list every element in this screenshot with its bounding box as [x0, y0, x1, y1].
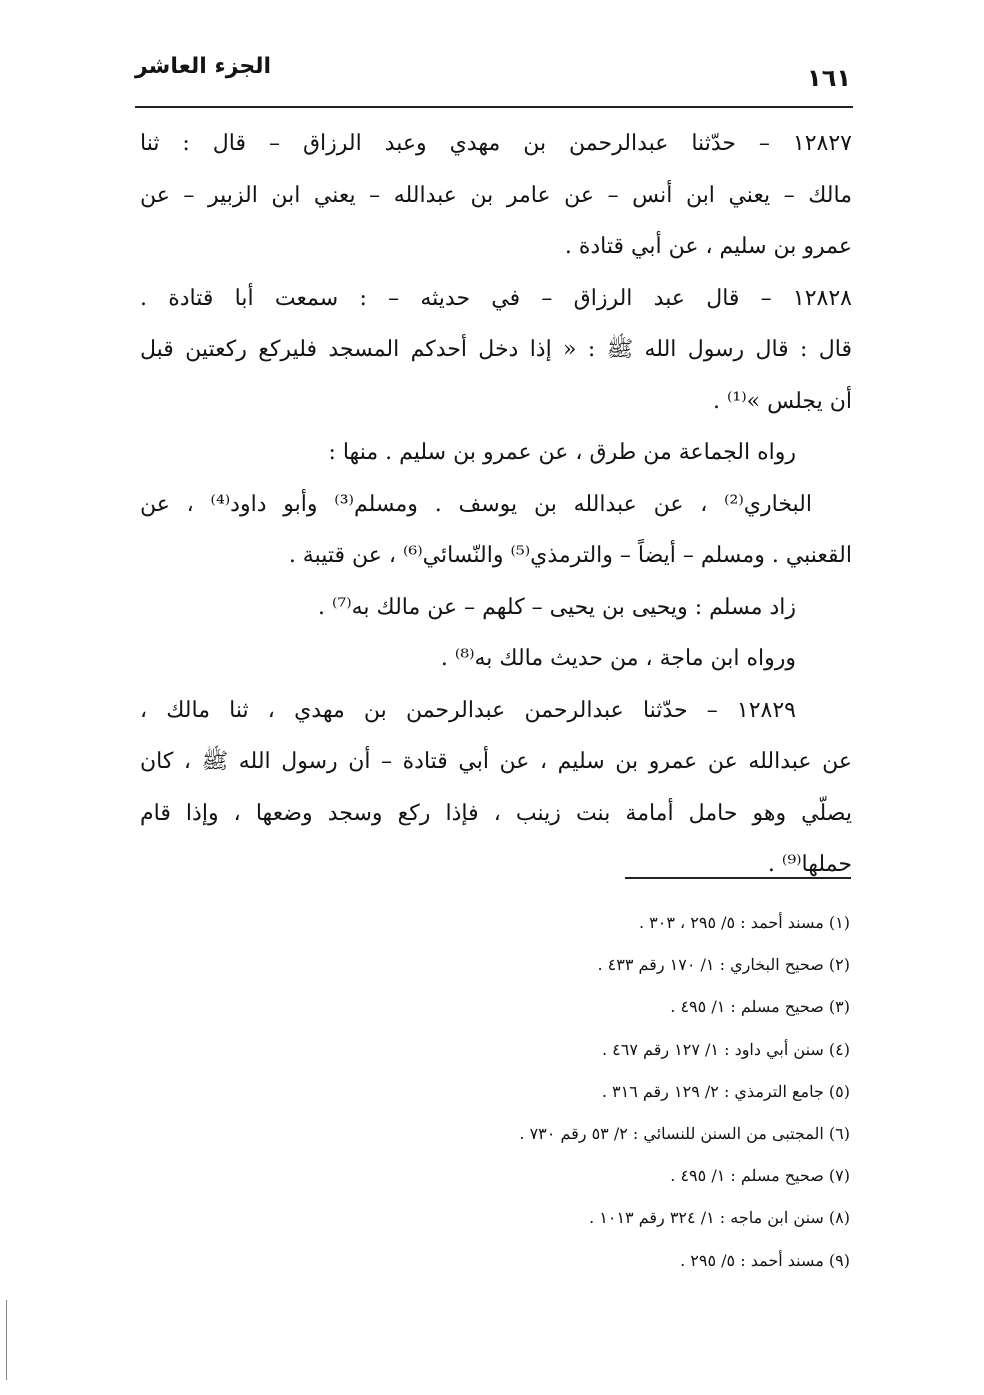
- footnote: (٢) صحيح البخاري : ١/ ١٧٠ رقم ٤٣٣ .: [597, 955, 850, 975]
- footnote: (٧) صحيح مسلم : ١/ ٤٩٥ .: [670, 1166, 850, 1186]
- text-line: عمرو بن سليم ، عن أبي قتادة .: [564, 234, 852, 259]
- text-line: ١٢٨٢٧ – حدّثنا عبدالرحمن بن مهدي وعبد الرزاق – قال : ثنا: [140, 131, 852, 156]
- footnote-divider: [625, 877, 851, 879]
- text-line: القعنبي . ومسلم – أيضاً – والترمذي⁽⁵⁾ والنّسائي⁽⁶⁾ ، عن قتيبة .: [288, 543, 852, 568]
- text-line: ورواه ابن ماجة ، من حديث مالك به⁽⁸⁾ .: [440, 646, 796, 671]
- footnote: (٥) جامع الترمذي : ٢/ ١٢٩ رقم ٣١٦ .: [601, 1081, 850, 1101]
- running-title: الجزء العاشر: [135, 54, 272, 79]
- text-line: عن عبدالله عن عمرو بن سليم ، عن أبي قتادة – أن رسول الله ﷺ ، كان: [140, 749, 852, 774]
- footnote: (٩) مسند أحمد : ٥/ ٢٩٥ .: [680, 1250, 850, 1270]
- scan-edge-mark: [6, 1300, 7, 1380]
- text-line: رواه الجماعة من طرق ، عن عمرو بن سليم . منها :: [328, 440, 796, 465]
- page-header: [135, 48, 855, 96]
- footnote: (٦) المجتبى من السنن للنسائي : ٢/ ٥٣ رقم ٧٣٠ .: [519, 1123, 850, 1143]
- text-line: البخاري⁽²⁾ ، عن عبدالله بن يوسف . ومسلم⁽³⁾ وأبو داود⁽⁴⁾ ، عن: [140, 491, 812, 517]
- footnote: (١) مسند أحمد : ٥/ ٢٩٥ ، ٣٠٣ .: [638, 913, 850, 932]
- text-line: ١٢٨٢٩ – حدّثنا عبدالرحمن عبدالرحمن بن مهدي ، ثنا مالك ،: [140, 697, 796, 723]
- page-number: ١٦١: [807, 64, 851, 92]
- text-line: قال : قال رسول الله ﷺ : « إذا دخل أحدكم المسجد فليركع ركعتين قبل: [140, 337, 852, 362]
- text-line: زاد مسلم : ويحيى بن يحيى – كلهم – عن مالك به⁽⁷⁾ .: [318, 594, 796, 620]
- header-divider: [135, 106, 853, 108]
- text-line: مالك – يعني ابن أنس – عن عامر بن عبدالله – يعني ابن الزبير – عن: [140, 182, 852, 208]
- footnote: (٨) سنن ابن ماجه : ١/ ٣٢٤ رقم ١٠١٣ .: [589, 1208, 850, 1228]
- text-line: ١٢٨٢٨ – قال عبد الرزاق – في حديثه – : سمعت أبا قتادة .: [140, 285, 852, 311]
- footnote: (٣) صحيح مسلم : ١/ ٤٩٥ .: [670, 997, 850, 1017]
- main-text: [140, 118, 852, 891]
- footnotes: [440, 902, 850, 1282]
- text-line: يصلّي وهو حامل أمامة بنت زينب ، فإذا ركع وسجد وضعها ، وإذا قام: [140, 800, 852, 826]
- text-line: حملها⁽⁹⁾ .: [767, 852, 852, 877]
- text-line: أن يجلس »⁽¹⁾ .: [713, 388, 852, 414]
- footnote: (٤) سنن أبي داود : ١/ ١٢٧ رقم ٤٦٧ .: [602, 1039, 850, 1059]
